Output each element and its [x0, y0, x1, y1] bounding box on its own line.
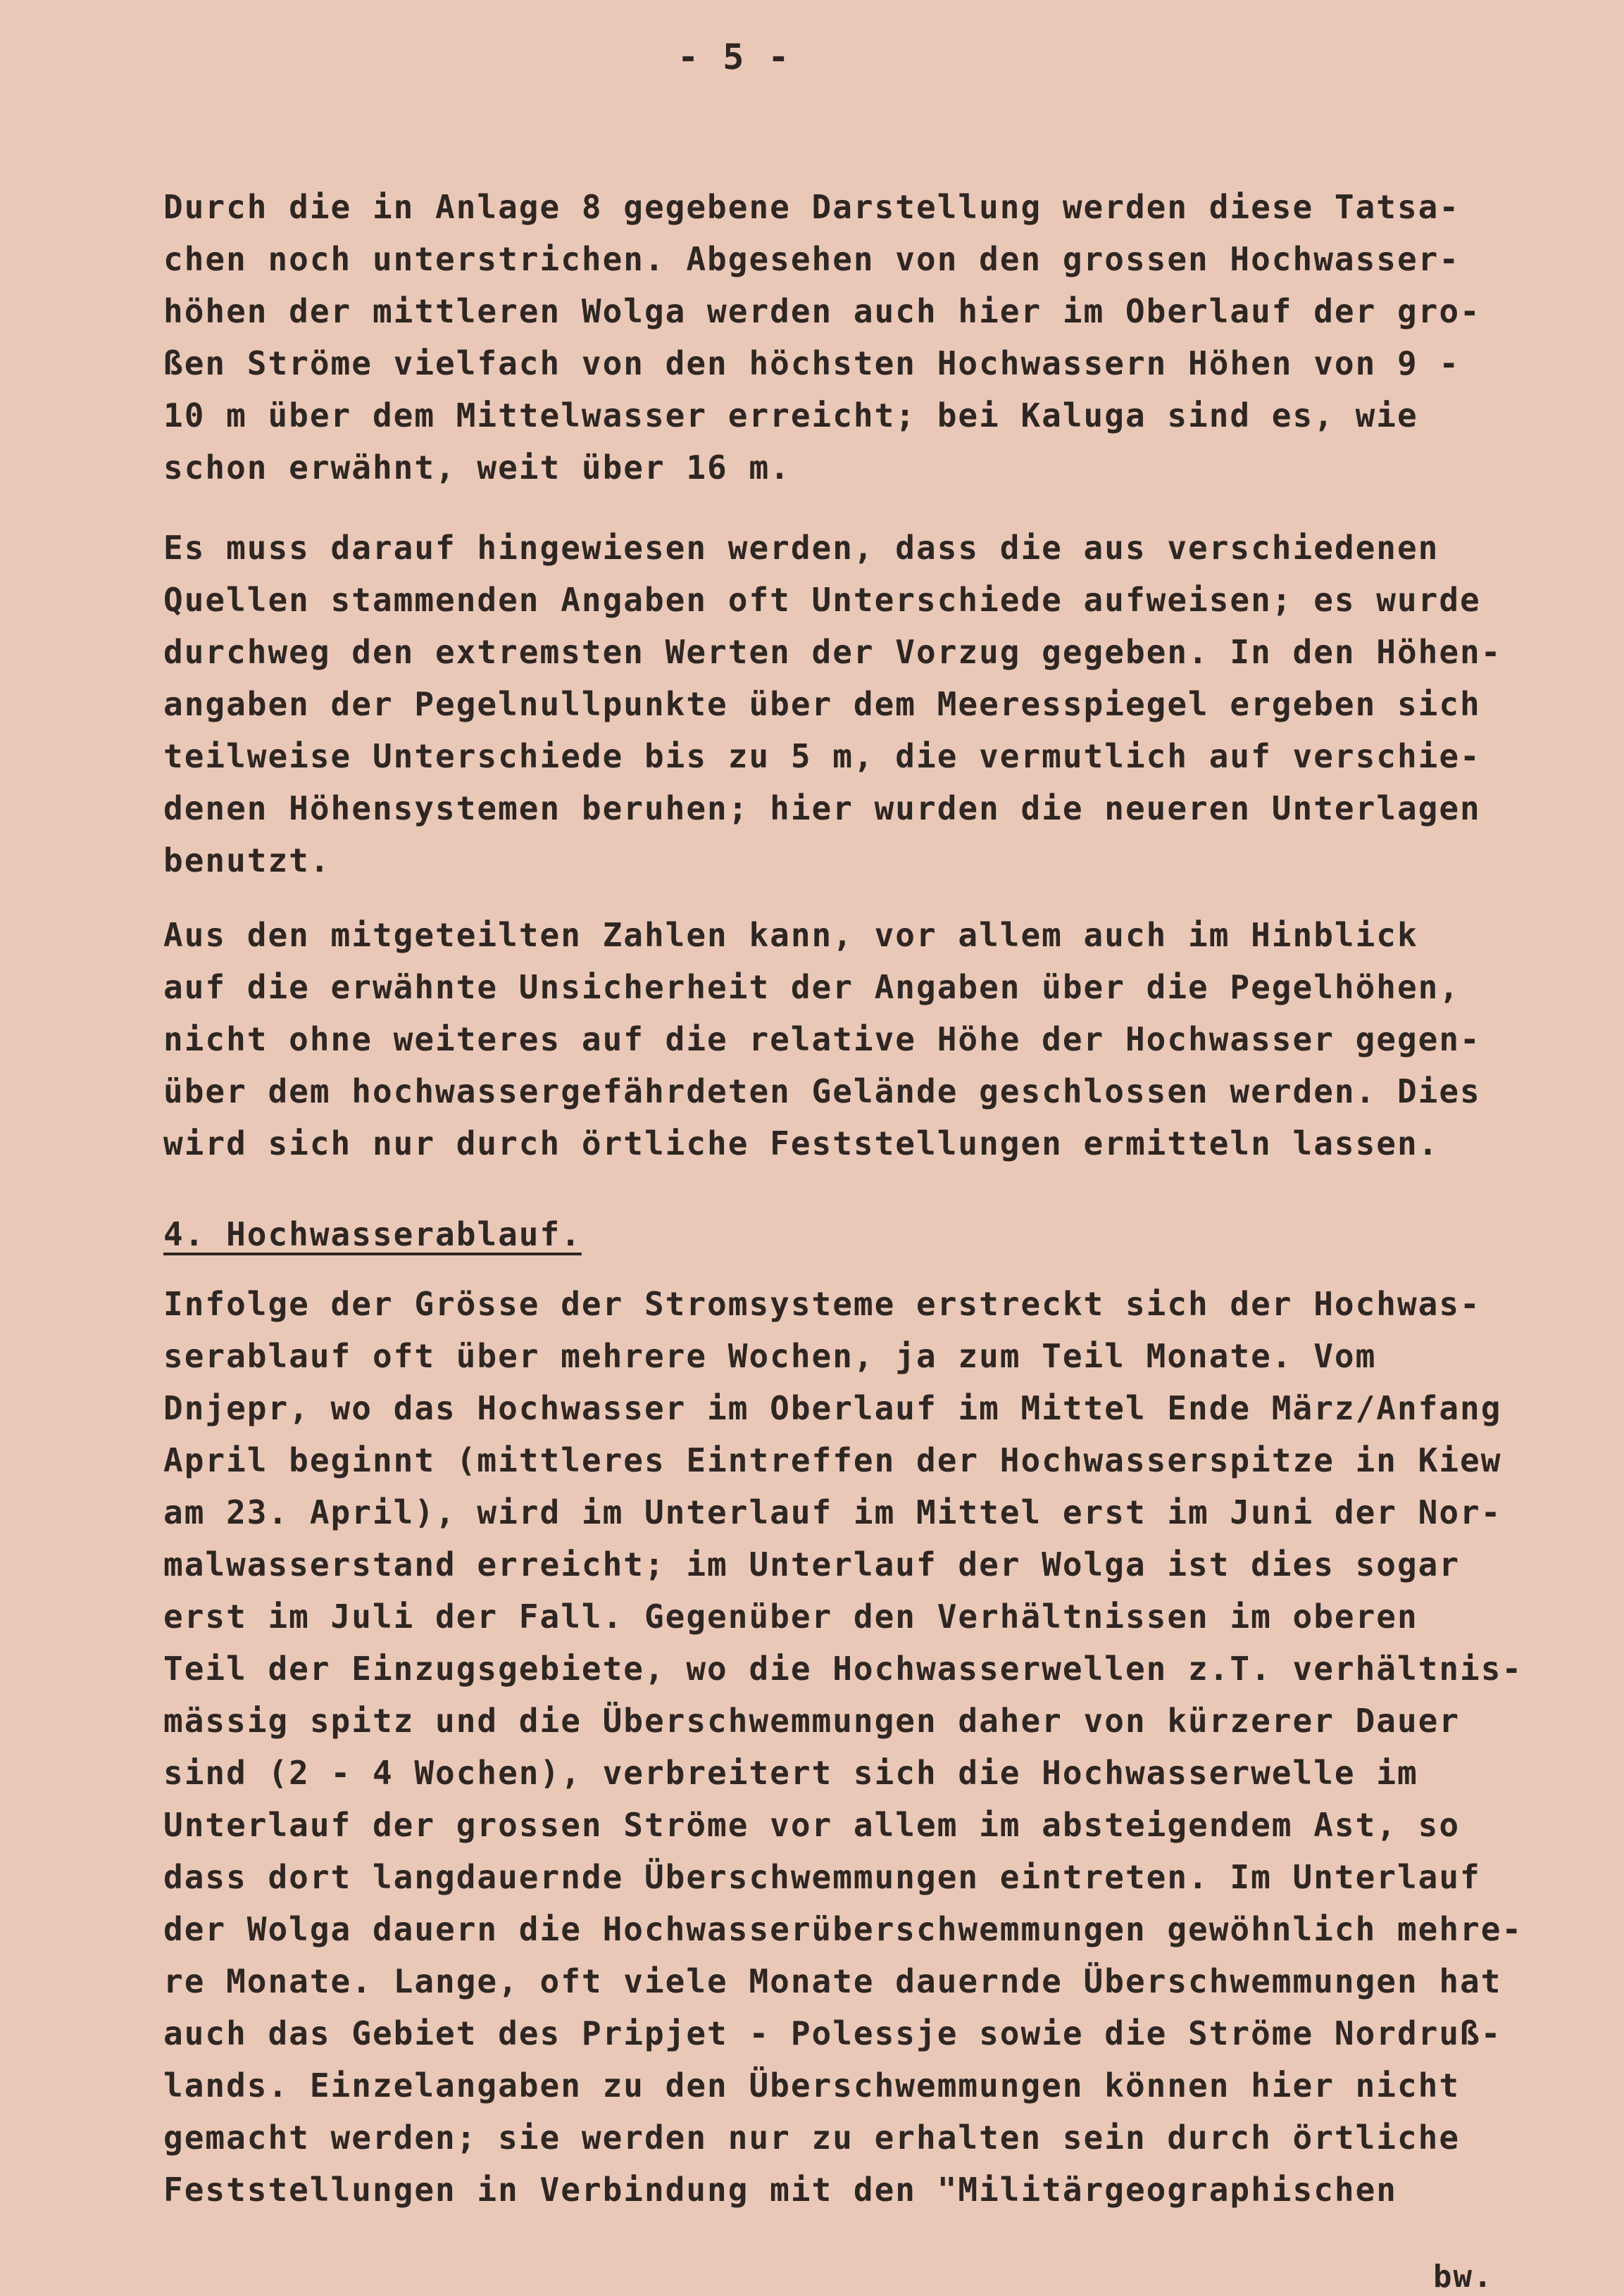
paragraph-line: auf die erwähnte Unsicherheit der Angaben über die Pegelhöhen,	[163, 968, 1461, 1006]
page-number: - 5 -	[677, 37, 791, 77]
paragraph-line: 10 m über dem Mittelwasser erreicht; bei Kaluga sind es, wie	[163, 396, 1418, 434]
paragraph-line: wird sich nur durch örtliche Feststellungen ermitteln lassen.	[163, 1124, 1439, 1162]
paragraph-line: denen Höhensystemen beruhen; hier wurden die neueren Unterlagen	[163, 789, 1481, 827]
paragraph-line: Dnjepr, wo das Hochwasser im Oberlauf im Mittel Ende März/Anfang	[163, 1389, 1502, 1427]
paragraph-line: chen noch unterstrichen. Abgesehen von den grossen Hochwasser-	[163, 240, 1461, 278]
paragraph-line: gemacht werden; sie werden nur zu erhalten sein durch örtliche	[163, 2119, 1461, 2157]
paragraph-line: Aus den mitgeteilten Zahlen kann, vor allem auch im Hinblick	[163, 916, 1418, 954]
paragraph-line: am 23. April), wird im Unterlauf im Mittel erst im Juni der Nor-	[163, 1493, 1502, 1531]
paragraph-line: mässig spitz und die Überschwemmungen daher von kürzerer Dauer	[163, 1702, 1461, 1740]
paragraph-line: Unterlauf der grossen Ströme vor allem im absteigendem Ast, so	[163, 1806, 1461, 1844]
paragraph-line: Es muss darauf hingewiesen werden, dass die aus verschiedenen	[163, 529, 1439, 567]
paragraph-line: durchweg den extremsten Werten der Vorzug gegeben. In den Höhen-	[163, 633, 1502, 671]
paragraph-line: ßen Ströme vielfach von den höchsten Hochwassern Höhen von 9 -	[163, 344, 1461, 382]
paragraph-line: teilweise Unterschiede bis zu 5 m, die vermutlich auf verschie-	[163, 737, 1481, 775]
paragraph-line: der Wolga dauern die Hochwasserüberschwemmungen gewöhnlich mehre-	[163, 1910, 1523, 1948]
paragraph-line: April beginnt (mittleres Eintreffen der Hochwasserspitze in Kiew	[163, 1441, 1502, 1479]
paragraph-line: über dem hochwassergefährdeten Gelände geschlossen werden. Dies	[163, 1072, 1481, 1110]
paragraph-line: re Monate. Lange, oft viele Monate dauernde Überschwemmungen hat	[163, 1962, 1502, 2000]
paragraph-line: Feststellungen in Verbindung mit den "Militärgeographischen	[163, 2171, 1397, 2209]
continuation-mark: bw.	[1433, 2259, 1494, 2295]
paragraph-line: benutzt.	[163, 841, 331, 879]
paragraph-line: serablauf oft über mehrere Wochen, ja zum Teil Monate. Vom	[163, 1337, 1377, 1375]
paragraph-line: dass dort langdauernde Überschwemmungen eintreten. Im Unterlauf	[163, 1858, 1481, 1896]
paragraph-line: höhen der mittleren Wolga werden auch hier im Oberlauf der gro-	[163, 292, 1481, 330]
paragraph-line: nicht ohne weiteres auf die relative Höhe der Hochwasser gegen-	[163, 1020, 1481, 1058]
paragraph-line: angaben der Pegelnullpunkte über dem Meeresspiegel ergeben sich	[163, 685, 1481, 723]
paragraph-line: Infolge der Grösse der Stromsysteme erstreckt sich der Hochwas-	[163, 1285, 1481, 1323]
paragraph-line: Durch die in Anlage 8 gegebene Darstellung werden diese Tatsa-	[163, 188, 1461, 226]
section-heading: 4. Hochwasserablauf.	[163, 1215, 582, 1253]
paragraph-line: erst im Juli der Fall. Gegenüber den Verhältnissen im oberen	[163, 1598, 1418, 1636]
paragraph-line: Teil der Einzugsgebiete, wo die Hochwasserwellen z.T. verhältnis-	[163, 1650, 1523, 1688]
paragraph-line: lands. Einzelangaben zu den Überschwemmungen können hier nicht	[163, 2066, 1461, 2104]
paragraph-line: schon erwähnt, weit über 16 m.	[163, 448, 791, 487]
paragraph-line: sind (2 - 4 Wochen), verbreitert sich die Hochwasserwelle im	[163, 1754, 1418, 1792]
paragraph-line: auch das Gebiet des Pripjet - Polessje sowie die Ströme Nordruß-	[163, 2014, 1502, 2052]
paragraph-line: Quellen stammenden Angaben oft Unterschiede aufweisen; es wurde	[163, 581, 1481, 619]
paragraph-line: malwasserstand erreicht; im Unterlauf der Wolga ist dies sogar	[163, 1545, 1461, 1583]
